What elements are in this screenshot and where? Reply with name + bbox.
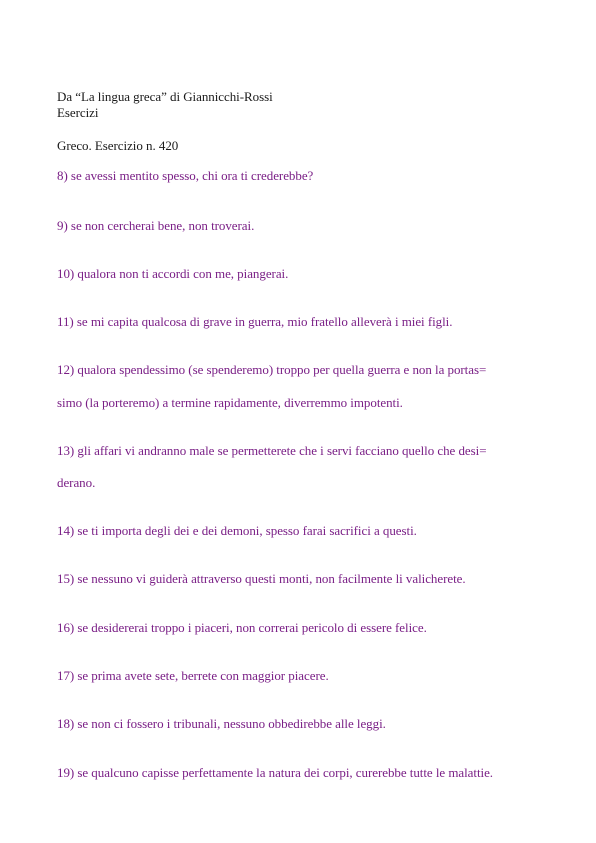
exercise-title: Greco. Esercizio n. 420 [57,138,179,153]
exercise-line: 9) se non cercherai bene, non troverai. [57,218,255,233]
exercise-line: 16) se desidererai troppo i piaceri, non correrai pericolo di essere felice. [57,620,427,635]
exercise-line: derano. [57,475,96,490]
exercise-line: 13) gli affari vi andranno male se permetterete che i servi facciano quello che desi= [57,443,487,458]
exercise-line: 19) se qualcuno capisse perfettamente la natura dei corpi, curerebbe tutte le malattie. [57,765,494,780]
source-line: Da “La lingua greca” di Giannicchi-Rossi [57,89,273,104]
exercise-line: 12) qualora spendessimo (se spenderemo) troppo per quella guerra e non la portas= [57,362,487,377]
section-line: Esercizi [57,105,99,120]
exercise-line: 15) se nessuno vi guiderà attraverso questi monti, non facilmente li valicherete. [57,571,466,586]
exercise-line: 14) se ti importa degli dei e dei demoni, spesso farai sacrifici a questi. [57,523,417,538]
exercise-line: simo (la porteremo) a termine rapidamente, diverremmo impotenti. [57,395,403,410]
exercise-line: 11) se mi capita qualcosa di grave in guerra, mio fratello alleverà i miei figli. [57,314,453,329]
exercise-line: 8) se avessi mentito spesso, chi ora ti crederebbe? [57,168,314,183]
exercise-line: 18) se non ci fossero i tribunali, nessuno obbedirebbe alle leggi. [57,716,386,731]
exercise-line: 17) se prima avete sete, berrete con maggior piacere. [57,668,329,683]
exercise-line: 10) qualora non ti accordi con me, piangerai. [57,266,289,281]
